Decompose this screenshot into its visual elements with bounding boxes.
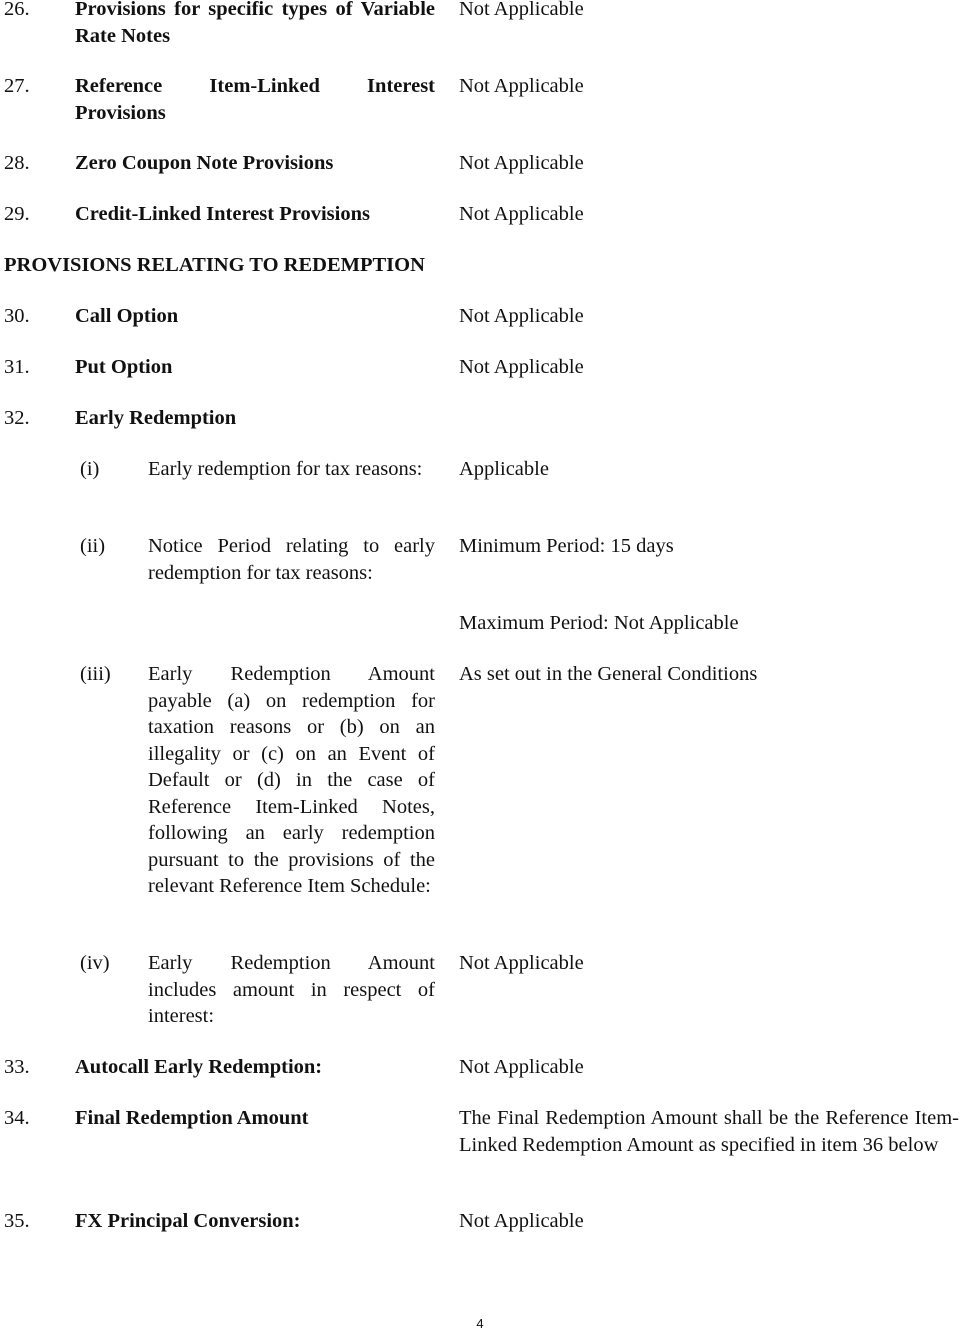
item-34-title: Final Redemption Amount xyxy=(75,1107,309,1129)
item-34-value: The Final Redemption Amount shall be the Reference Item-Linked Redemption Amount as specified in item 36 below xyxy=(459,1107,959,1156)
item-27-value: Not Applicable xyxy=(459,75,584,97)
subitem-ii-number: (ii) xyxy=(80,535,106,557)
item-33-value: Not Applicable xyxy=(459,1056,584,1078)
item-28-number: 28. xyxy=(4,152,30,174)
item-29-number: 29. xyxy=(4,203,30,225)
subitem-ii-maximum-period: Maximum Period: Not Applicable xyxy=(459,612,739,634)
subitem-ii-title: Notice Period relating to early redemption for tax reasons: xyxy=(148,535,435,584)
item-31-title: Put Option xyxy=(75,356,173,378)
item-27-title: Reference Item-Linked Interest Provisions xyxy=(75,75,435,124)
subitem-i-number: (i) xyxy=(80,458,100,480)
item-35-value: Not Applicable xyxy=(459,1210,584,1232)
subitem-iv-value: Not Applicable xyxy=(459,952,584,974)
subitem-iv-number: (iv) xyxy=(80,952,110,974)
subitem-ii-minimum-period: Minimum Period: 15 days xyxy=(459,535,674,557)
page-number: 4 xyxy=(476,1316,484,1331)
item-30-title: Call Option xyxy=(75,305,179,327)
item-29-title: Credit-Linked Interest Provisions xyxy=(75,203,370,225)
item-35-title: FX Principal Conversion: xyxy=(75,1210,301,1232)
item-33-title: Autocall Early Redemption: xyxy=(75,1056,323,1078)
item-26-number: 26. xyxy=(4,0,30,20)
item-27-number: 27. xyxy=(4,75,30,97)
item-31-number: 31. xyxy=(4,356,30,378)
item-31-value: Not Applicable xyxy=(459,356,584,378)
item-34-number: 34. xyxy=(4,1107,30,1129)
item-33-number: 33. xyxy=(4,1056,30,1078)
section-heading: PROVISIONS RELATING TO REDEMPTION xyxy=(4,254,425,276)
item-28-value: Not Applicable xyxy=(459,152,584,174)
item-32-title: Early Redemption xyxy=(75,407,237,429)
item-35-number: 35. xyxy=(4,1210,30,1232)
subitem-iii-value: As set out in the General Conditions xyxy=(459,663,758,685)
subitem-iii-number: (iii) xyxy=(80,663,111,685)
item-26-title: Provisions for specific types of Variable Rate Notes xyxy=(75,0,435,47)
item-29-value: Not Applicable xyxy=(459,203,584,225)
item-28-title: Zero Coupon Note Provisions xyxy=(75,152,334,174)
subitem-iv-title: Early Redemption Amount includes amount in respect of interest: xyxy=(148,952,435,1027)
subitem-iii-title: Early Redemption Amount payable (a) on redemption for taxation reasons or (b) on an illegality or (c) on an Event of Default or (d) in the case of Reference Item-Linked Notes, following an early redemption pursuant to the provisions of the relevant Reference Item Schedule: xyxy=(148,663,435,897)
item-30-value: Not Applicable xyxy=(459,305,584,327)
item-30-number: 30. xyxy=(4,305,30,327)
item-26-value: Not Applicable xyxy=(459,0,584,20)
subitem-i-title: Early redemption for tax reasons: xyxy=(148,458,423,480)
subitem-i-value: Applicable xyxy=(459,458,549,480)
item-32-number: 32. xyxy=(4,407,30,429)
